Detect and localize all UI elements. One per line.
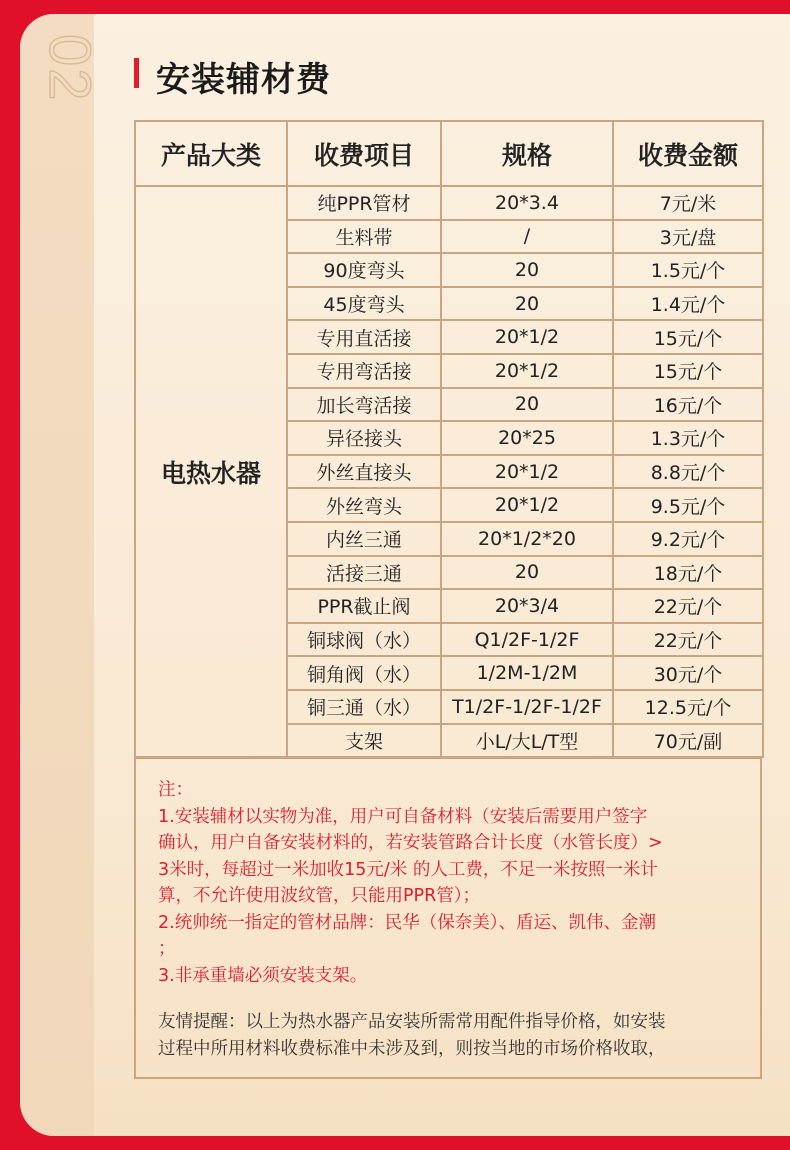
price-cell: 15元/个 [613, 320, 763, 354]
price-cell: 8.8元/个 [613, 455, 763, 489]
item-cell: 异径接头 [287, 421, 441, 455]
spec-cell: 20 [441, 388, 613, 422]
item-cell: 铜球阀（水） [287, 623, 441, 657]
price-cell: 70元/副 [613, 724, 763, 758]
note-line: 1.安装辅材以实物为准，用户可自备材料（安装后需要用户签字 [158, 806, 648, 827]
price-cell: 15元/个 [613, 354, 763, 388]
note-line: 确认，用户自备安装材料的，若安装管路合计长度（水管长度）> [158, 833, 663, 853]
item-cell: 外丝弯头 [287, 488, 441, 522]
price-cell: 7元/米 [613, 186, 763, 220]
spec-cell: Q1/2F-1/2F [441, 623, 613, 657]
item-cell: 铜三通（水） [287, 690, 441, 724]
spec-cell: / [441, 220, 613, 254]
item-cell: PPR截止阀 [287, 589, 441, 623]
category-cell: 电热水器 [135, 186, 287, 757]
spec-cell: 1/2M-1/2M [441, 656, 613, 690]
spec-cell: 20 [441, 287, 613, 321]
price-cell: 16元/个 [613, 388, 763, 422]
item-cell: 内丝三通 [287, 522, 441, 556]
item-cell: 活接三通 [287, 556, 441, 590]
spec-cell: 20 [441, 253, 613, 287]
friendly-reminder [158, 1009, 742, 1062]
note-line: 2.统帅统一指定的管材品牌：民华（保奈美）、盾运、凯伟、金潮 [158, 912, 656, 933]
notes-heading: 注： [158, 780, 193, 800]
spec-cell: 小L/大L/T型 [441, 724, 613, 758]
price-cell: 12.5元/个 [613, 690, 763, 724]
spec-cell: 20*3/4 [441, 589, 613, 623]
note-line: 3米时，每超过一米加收15元/米 的人工费，不足一米按照一米计 [158, 859, 658, 880]
notes-box [134, 757, 762, 1079]
table-row [135, 186, 763, 220]
table-header-row [135, 121, 763, 186]
price-cell: 9.5元/个 [613, 488, 763, 522]
item-cell: 铜角阀（水） [287, 656, 441, 690]
header-spec: 规格 [441, 121, 613, 186]
price-cell: 30元/个 [613, 656, 763, 690]
item-cell: 45度弯头 [287, 287, 441, 321]
note-line: ； [158, 939, 176, 959]
price-cell: 1.4元/个 [613, 287, 763, 321]
item-cell: 支架 [287, 724, 441, 758]
fee-table [134, 120, 764, 758]
side-strip [20, 14, 102, 1136]
note-line: 3.非承重墙必须安装支架。 [158, 965, 368, 986]
reminder-line: 友情提醒：以上为热水器产品安装所需常用配件指导价格，如安装 [158, 1012, 666, 1032]
spec-cell: 20*1/2*20 [441, 522, 613, 556]
spec-cell: 20*1/2 [441, 320, 613, 354]
price-cell: 22元/个 [613, 589, 763, 623]
reminder-line: 过程中所用材料收费标准中未涉及到，则按当地的市场价格收取， [158, 1038, 666, 1059]
header-item: 收费项目 [287, 121, 441, 186]
spec-cell: 20 [441, 556, 613, 590]
item-cell: 专用弯活接 [287, 354, 441, 388]
header-category: 产品大类 [135, 121, 287, 186]
price-cell: 1.5元/个 [613, 253, 763, 287]
spec-cell: 20*1/2 [441, 455, 613, 489]
spec-cell: 20*1/2 [441, 354, 613, 388]
item-cell: 生料带 [287, 220, 441, 254]
spec-cell: 20*3.4 [441, 186, 613, 220]
item-cell: 专用直活接 [287, 320, 441, 354]
spec-cell: T1/2F-1/2F-1/2F [441, 690, 613, 724]
spec-cell: 20*1/2 [441, 488, 613, 522]
item-cell: 外丝直接头 [287, 455, 441, 489]
note-line: 算，不允许使用波纹管，只能用PPR管）； [158, 886, 481, 906]
item-cell: 纯PPR管材 [287, 186, 441, 220]
price-cell: 22元/个 [613, 623, 763, 657]
price-cell: 3元/盘 [613, 220, 763, 254]
header-price: 收费金额 [613, 121, 763, 186]
item-cell: 90度弯头 [287, 253, 441, 287]
section-number: 02 [37, 34, 102, 103]
price-cell: 18元/个 [613, 556, 763, 590]
spec-cell: 20*25 [441, 421, 613, 455]
item-cell: 加长弯活接 [287, 388, 441, 422]
table-body [135, 186, 763, 757]
page-title: 安装辅材费 [156, 60, 331, 100]
notes-list [158, 777, 742, 989]
price-cell: 9.2元/个 [613, 522, 763, 556]
price-cell: 1.3元/个 [613, 421, 763, 455]
title-accent-bar [134, 58, 139, 88]
